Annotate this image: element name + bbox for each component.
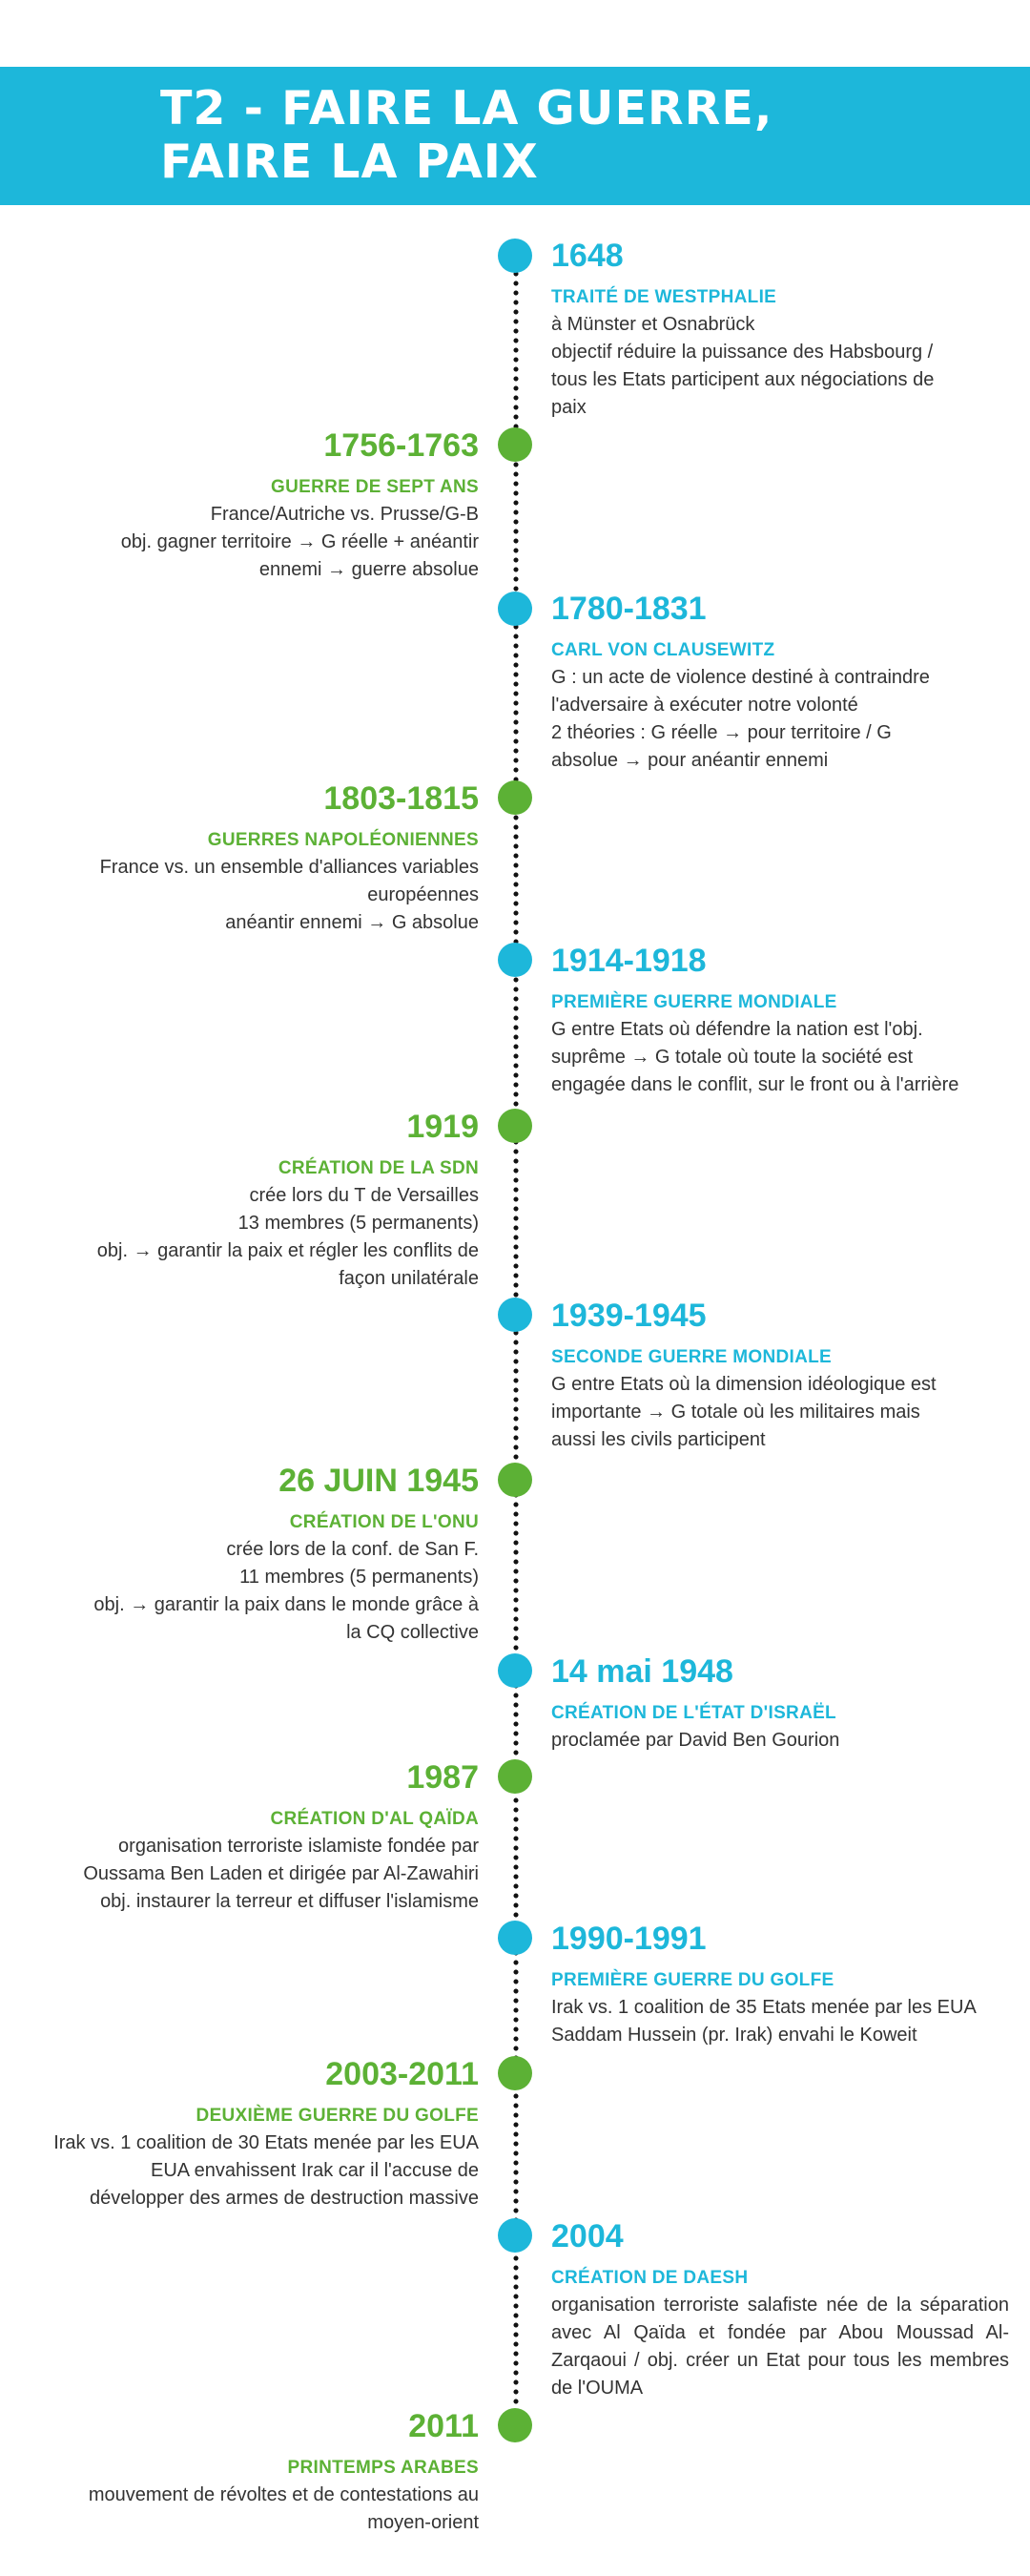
page-title-line-2: FAIRE LA PAIX (160, 135, 539, 189)
timeline-dot (498, 1298, 532, 1332)
event-text: importante → G totale où les militaires mais (551, 1402, 920, 1423)
event-caption: SECONDE GUERRE MONDIALE (551, 1347, 833, 1367)
event-caption: CRÉATION DE L'ÉTAT D'ISRAËL (551, 1703, 836, 1723)
event-text: 2 théories : G réelle → pour territoire / G (551, 722, 892, 743)
event-text: France vs. un ensemble d'alliances variables (99, 857, 479, 878)
event-text: G : un acte de violence destiné à contraindre (551, 667, 930, 688)
timeline-dot (498, 1653, 532, 1688)
event-text: 11 membres (5 permanents) (239, 1567, 479, 1588)
event-text: Saddam Hussein (pr. Irak) envahi le Koweit (551, 2025, 917, 2046)
event-text: Oussama Ben Laden et dirigée par Al-Zawahiri (83, 1863, 479, 1884)
event-year: 14 mai 1948 (551, 1653, 733, 1690)
event-caption: DEUXIÈME GUERRE DU GOLFE (196, 2106, 479, 2126)
event-text: 13 membres (5 permanents) (237, 1213, 479, 1234)
event-text: paix (551, 397, 587, 418)
event-text: obj. → garantir la paix et régler les conflits de (96, 1240, 479, 1261)
timeline-dot (498, 239, 532, 273)
event-text: engagée dans le conflit, sur le front ou à l'arrière (551, 1074, 959, 1095)
event-text: G entre Etats où la dimension idéologique est (551, 1374, 937, 1395)
timeline-event (551, 1652, 1009, 1755)
event-text: mouvement de révoltes et de contestations au (88, 2484, 479, 2505)
event-text: France/Autriche vs. Prusse/G-B (210, 504, 479, 525)
event-caption: CARL VON CLAUSEWITZ (551, 640, 775, 660)
timeline-dot (498, 1921, 532, 1955)
event-year: 1919 (406, 1109, 479, 1145)
timeline-dot (498, 427, 532, 462)
timeline-dot (498, 1109, 532, 1143)
timeline-event (551, 2217, 1009, 2402)
timeline-dot (498, 2056, 532, 2090)
event-year: 1939-1945 (551, 1298, 707, 1334)
timeline-event (11, 1758, 479, 1916)
timeline-event (11, 1462, 479, 1647)
event-caption: CRÉATION DE L'ONU (289, 1512, 479, 1532)
event-text: proclamée par David Ben Gourion (551, 1730, 840, 1751)
event-text: absolue → pour anéantir ennemi (551, 750, 829, 771)
timeline-event (11, 426, 479, 584)
event-text: façon unilatérale (339, 1268, 479, 1289)
event-year: 1756-1763 (323, 427, 479, 464)
event-year: 2011 (408, 2408, 479, 2444)
event-text: développer des armes de destruction massive (90, 2188, 479, 2209)
event-text: à Münster et Osnabrück (551, 314, 755, 335)
event-text: obj. gagner territoire → G réelle + anéantir (120, 531, 479, 552)
event-year: 1803-1815 (323, 780, 479, 817)
timeline-dot (498, 943, 532, 977)
event-text: organisation terroriste salafiste née de la séparation avec Al Qaïda et fondée par Abou Moussad Al-Zarqaoui / obj. créer un Etat pour tous les membres de l'OUMA (551, 2295, 1009, 2399)
event-year: 2003-2011 (325, 2056, 479, 2092)
event-text: Irak vs. 1 coalition de 35 Etats menée par les EUA (551, 1997, 977, 2018)
timeline-dot (498, 780, 532, 815)
event-year: 1914-1918 (551, 943, 707, 979)
event-text: G entre Etats où défendre la nation est l'obj. (551, 1019, 923, 1040)
event-caption: PREMIÈRE GUERRE DU GOLFE (551, 1970, 834, 1990)
timeline-event (11, 2407, 479, 2537)
event-year: 1990-1991 (551, 1921, 707, 1957)
timeline-event (551, 1297, 1009, 1454)
event-text: la CQ collective (346, 1622, 479, 1643)
event-year: 26 JUIN 1945 (278, 1463, 479, 1499)
event-text: suprême → G totale où toute la société est (551, 1047, 914, 1068)
timeline-event (551, 942, 1009, 1099)
timeline-event (11, 2055, 479, 2212)
event-caption: GUERRE DE SEPT ANS (271, 477, 479, 497)
timeline-dot (498, 2408, 532, 2442)
event-text: objectif réduire la puissance des Habsbourg / (551, 342, 934, 363)
event-text: ennemi → guerre absolue (258, 559, 479, 580)
event-text: moyen-orient (367, 2512, 479, 2533)
event-caption: GUERRES NAPOLÉONIENNES (207, 830, 479, 850)
event-text: aussi les civils participent (551, 1429, 766, 1450)
timeline-event (551, 1920, 1009, 2049)
event-text: EUA envahissent Irak car il l'accuse de (151, 2160, 479, 2181)
event-caption: TRAITÉ DE WESTPHALIE (551, 287, 777, 307)
page-title-line-1: T2 - FAIRE LA GUERRE, (160, 81, 773, 135)
header-banner (0, 67, 1030, 205)
event-text: organisation terroriste islamiste fondée par (118, 1836, 479, 1857)
timeline-event (11, 779, 479, 937)
event-caption: CRÉATION DE DAESH (551, 2268, 749, 2288)
event-year: 1648 (551, 238, 624, 274)
event-caption: PRINTEMPS ARABES (287, 2458, 479, 2478)
event-text: Irak vs. 1 coalition de 30 Etats menée par les EUA (53, 2132, 479, 2153)
event-text: tous les Etats participent aux négociations de (551, 369, 935, 390)
event-text: obj. instaurer la terreur et diffuser l'islamisme (100, 1891, 479, 1912)
event-text: l'adversaire à exécuter notre volonté (551, 695, 858, 716)
timeline-event (551, 590, 1009, 775)
event-caption: PREMIÈRE GUERRE MONDIALE (551, 992, 837, 1012)
timeline-dot (498, 1463, 532, 1497)
event-text: crée lors du T de Versailles (249, 1185, 479, 1206)
event-caption: CRÉATION DE LA SDN (278, 1158, 479, 1178)
event-text: crée lors de la conf. de San F. (226, 1539, 479, 1560)
timeline-line (513, 250, 519, 2425)
event-text: anéantir ennemi → G absolue (225, 912, 479, 933)
timeline-event (551, 237, 1009, 422)
event-caption: CRÉATION D'AL QAÏDA (270, 1809, 479, 1829)
timeline-event (11, 1108, 479, 1293)
event-year: 2004 (551, 2218, 624, 2254)
event-year: 1987 (406, 1759, 479, 1796)
timeline-dot (498, 2218, 532, 2253)
event-text: européennes (367, 884, 479, 905)
timeline-dot (498, 1759, 532, 1794)
timeline-dot (498, 592, 532, 626)
event-text: obj. → garantir la paix dans le monde grâce à (93, 1594, 479, 1615)
event-year: 1780-1831 (551, 591, 707, 627)
